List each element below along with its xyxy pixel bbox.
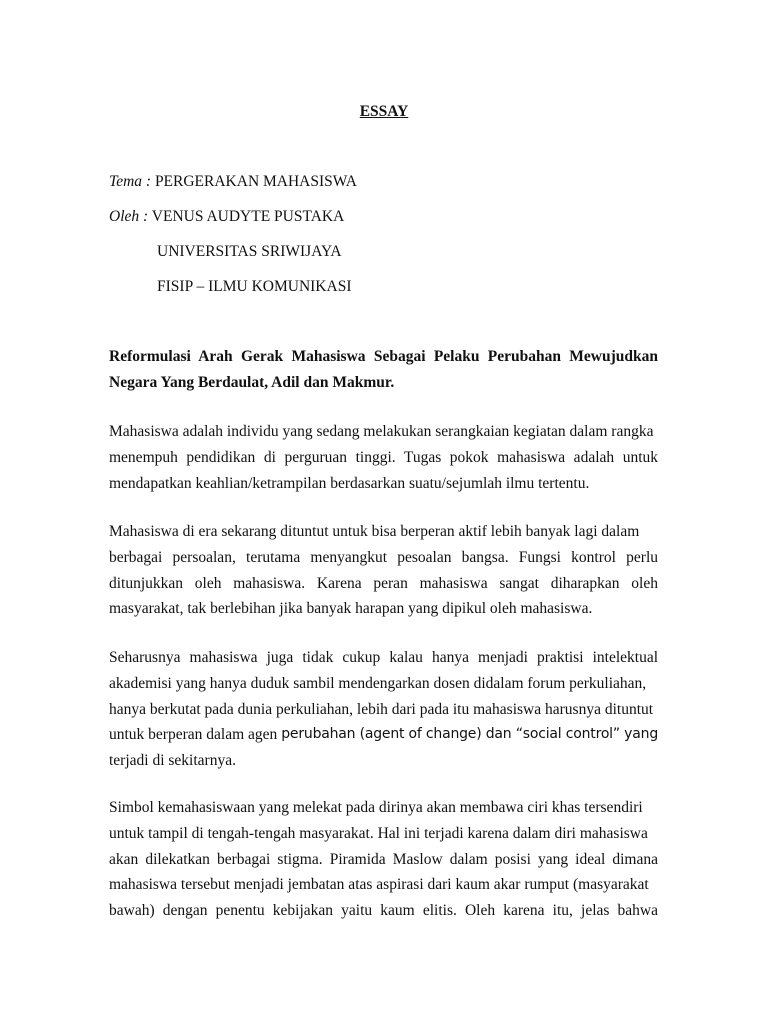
paragraph-line: Seharusnya mahasiswa juga tidak cukup kalau hanya menjadi praktisi intelektual <box>109 649 658 666</box>
author-label: Oleh : <box>109 208 149 225</box>
theme-label: Tema : <box>109 173 152 190</box>
heading-line: Reformulasi Arah Gerak Mahasiswa Sebagai Pelaku Perubahan Mewujudkan <box>109 348 658 365</box>
paragraph-line: berbagai persoalan, terutama menyangkut pesoalan bangsa. Fungsi kontrol perlu <box>109 548 658 566</box>
paragraph-line: terjadi di sekitarnya. <box>109 752 236 770</box>
paragraph-line-part: untuk berperan dalam agen <box>109 726 278 744</box>
paragraph-line: mahasiswa tersebut menjadi jembatan atas aspirasi dari kaum akar rumput (masyarakat <box>109 876 649 894</box>
faculty-line: FISIP – ILMU KOMUNIKASI <box>157 278 352 295</box>
document-title: ESSAY <box>359 103 409 120</box>
paragraph-line: mendapatkan keahlian/ketrampilan berdasarkan suatu/sejumlah ilmu tertentu. <box>109 474 590 492</box>
paragraph-line: Mahasiswa di era sekarang dituntut untuk bisa berperan aktif lebih banyak lagi dalam <box>109 523 640 540</box>
theme-value: PERGERAKAN MAHASISWA <box>154 173 357 190</box>
paragraph-line: masyarakat, tak berlebihan jika banyak harapan yang dipikul oleh mahasiswa. <box>109 600 593 618</box>
paragraph-line: Simbol kemahasiswaan yang melekat pada dirinya akan membawa ciri khas tersendiri <box>109 799 643 816</box>
author-line <box>109 207 344 227</box>
paragraph-2 <box>109 519 658 622</box>
paragraph-line: akademisi yang hanya duduk sambil mendengarkan dosen didalam forum perkuliahan, <box>109 674 647 692</box>
paragraph-1 <box>109 419 658 496</box>
paragraph-line-part: perubahan (agent of change) dan “social control” yang <box>281 726 658 743</box>
paragraph-line: akan dilekatkan berbagai stigma. Piramida Maslow dalam posisi yang ideal dimana <box>109 850 658 868</box>
paragraph-line: ditunjukkan oleh mahasiswa. Karena peran mahasiswa sangat diharapkan oleh <box>109 574 658 592</box>
paragraph-line: untuk tampil di tengah-tengah masyarakat. Hal ini terjadi karena dalam diri mahasiswa <box>109 824 648 842</box>
heading-line: Negara Yang Berdaulat, Adil dan Makmur. <box>109 374 395 391</box>
essay-heading <box>109 344 658 396</box>
paragraph-line: hanya berkutat pada dunia perkuliahan, lebih dari pada itu mahasiswa harusnya dituntut <box>109 700 654 718</box>
paragraph-line: menempuh pendidikan di perguruan tinggi. Tugas pokok mahasiswa adalah untuk <box>109 448 658 466</box>
paragraph-4 <box>109 795 658 924</box>
paragraph-3 <box>109 645 658 774</box>
paragraph-line-mixed <box>109 722 658 748</box>
theme-line <box>109 172 357 192</box>
author-value: VENUS AUDYTE PUSTAKA <box>151 208 345 225</box>
paragraph-line: bawah) dengan penentu kebijakan yaitu kaum elitis. Oleh karena itu, jelas bahwa <box>109 902 658 920</box>
university-line: UNIVERSITAS SRIWIJAYA <box>157 243 342 260</box>
paragraph-line: Mahasiswa adalah individu yang sedang melakukan serangkaian kegiatan dalam rangka <box>109 423 654 440</box>
